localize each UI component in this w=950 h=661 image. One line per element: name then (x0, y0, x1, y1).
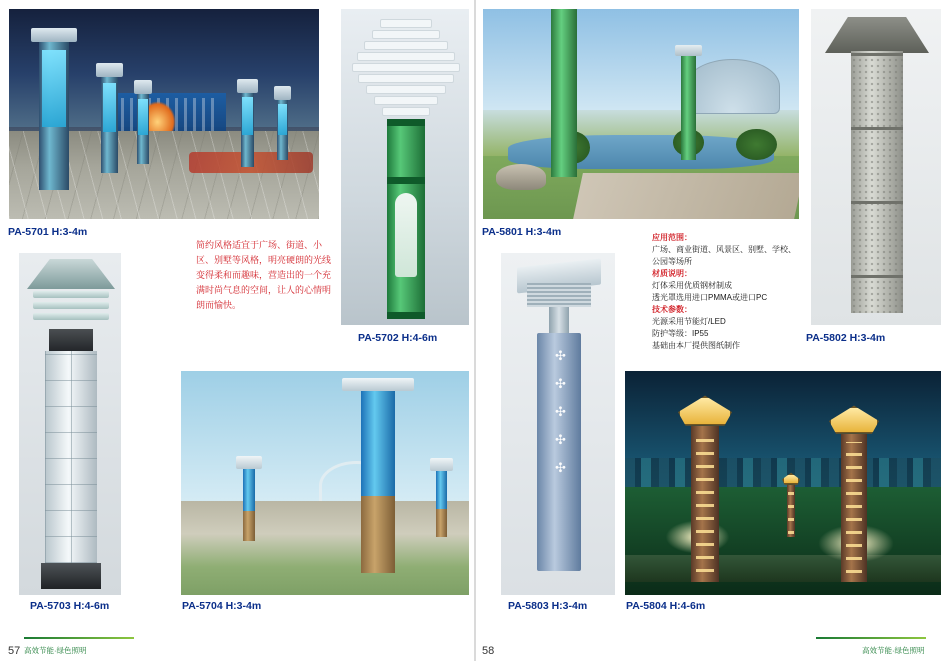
lamp-post (277, 100, 288, 160)
footer-brand-right: 高效节能·绿色照明 (862, 646, 925, 655)
lamp-post (436, 471, 447, 537)
plaza-ground (181, 501, 469, 595)
lamp-post (137, 94, 149, 164)
lamp-post (361, 391, 395, 573)
caption-pa-5701: PA-5701 H:3-4m (8, 226, 88, 238)
pond (508, 135, 773, 169)
lamp-head (430, 458, 453, 471)
light-window (243, 469, 255, 511)
lamp-louvre (527, 283, 591, 307)
light-window (436, 471, 447, 509)
lamp-post (243, 469, 255, 541)
lamp-head (274, 86, 291, 100)
lamp-head (31, 28, 78, 42)
spec-panel (652, 232, 802, 352)
lamp-post (241, 93, 254, 167)
product-photo-pa-5803: ✣ ✣ ✣ ✣ ✣ (500, 252, 616, 596)
material-line-2: 透光罩选用进口PMMA或进口PC (652, 293, 768, 302)
lamp-post (841, 434, 867, 582)
usage-title: 应用范围： (652, 233, 692, 242)
light-column (537, 333, 581, 571)
bush (736, 129, 777, 161)
product-photo-pa-5702 (340, 8, 470, 326)
tech-line-2: 防护等级：IP55 (652, 329, 709, 338)
caption-pa-5704: PA-5704 H:3-4m (182, 600, 262, 612)
rock (496, 164, 547, 189)
lamp-glow (242, 97, 252, 135)
lamp-head (134, 80, 153, 94)
lamp-glow (278, 104, 287, 135)
lamp-head (237, 79, 257, 93)
lamp-post (681, 56, 696, 160)
caption-pa-5801: PA-5801 H:3-4m (482, 226, 562, 238)
walkway (573, 173, 800, 219)
lamp-stem (549, 307, 569, 333)
lamp-post (787, 485, 795, 537)
caption-pa-5803: PA-5803 H:3-4m (508, 600, 588, 612)
lamp-glow (42, 50, 66, 127)
footer-rule-right (816, 637, 926, 639)
lamp-neck (49, 329, 93, 351)
louvre-canopy (351, 19, 461, 123)
lamp-post (691, 426, 719, 582)
footer-brand-left: 高效节能·绿色照明 (24, 646, 87, 655)
lamp-post (101, 77, 118, 173)
glass-dome-building (685, 59, 780, 114)
light-column (45, 351, 97, 563)
lamp-post (39, 42, 69, 190)
caption-pa-5802: PA-5802 H:3-4m (806, 332, 886, 344)
perforated-column (851, 51, 903, 313)
page-number-right: 58 (482, 645, 495, 657)
lamp-head (675, 45, 703, 56)
lamp-head (96, 63, 123, 77)
tech-line-3: 基础由本厂提供图纸制作 (652, 341, 740, 350)
product-photo-pa-5801 (482, 8, 800, 220)
tech-line-1: 光源采用节能灯/LED (652, 317, 726, 326)
walkway (625, 555, 941, 582)
material-line-1: 灯体采用优质钢材制成 (652, 281, 732, 290)
page-spine (474, 0, 476, 661)
caption-pa-5702: PA-5702 H:4-6m (358, 332, 438, 344)
footer-rule-left (24, 637, 134, 639)
usage-text: 广场、商业街道、风景区、别墅、学校、公园等场所 (652, 245, 796, 266)
lamp-head (236, 456, 261, 469)
product-photo-pa-5704 (180, 370, 470, 596)
product-photo-pa-5802 (810, 8, 942, 326)
light-window (395, 193, 417, 277)
lamp-roof (27, 259, 115, 289)
lamp-post (551, 8, 577, 177)
material-title: 材质说明： (652, 269, 692, 278)
product-photo-pa-5804 (624, 370, 942, 596)
lamp-head (342, 378, 413, 391)
caption-pa-5804: PA-5804 H:4-6m (626, 600, 706, 612)
caption-pa-5703: PA-5703 H:4-6m (30, 600, 110, 612)
light-window (361, 391, 395, 497)
lamp-column (387, 119, 425, 319)
page-number-left: 57 (8, 645, 21, 657)
lamp-cap (825, 17, 929, 53)
product-photo-pa-5701 (8, 8, 320, 220)
lamp-glow (138, 99, 148, 135)
style-description: 简约风格适宜于广场、街道、小区、别墅等风格，明亮硬朗的光线变得柔和而趣味，营造出的一个充满时尚气息的空间，让人的心情明朗而愉快。 (196, 240, 332, 310)
lamp-base (41, 563, 101, 589)
product-photo-pa-5703 (18, 252, 122, 596)
tech-title: 技术参数： (652, 305, 692, 314)
lamp-glow (103, 83, 117, 133)
